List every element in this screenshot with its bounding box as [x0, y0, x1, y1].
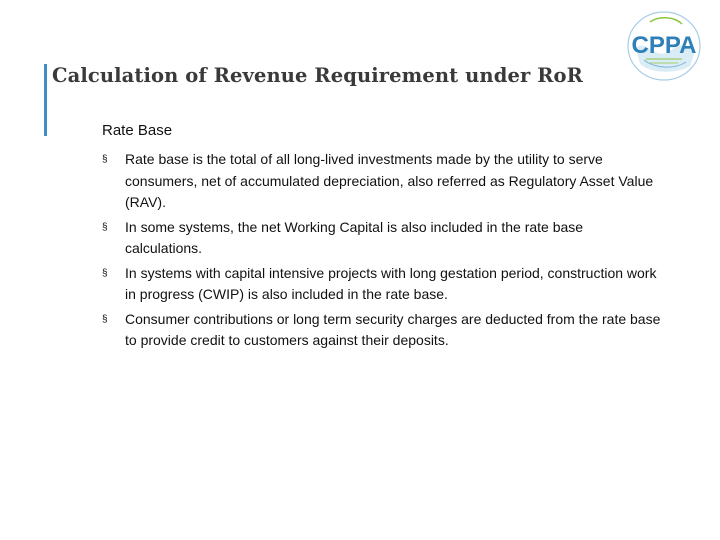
bullet-text: Consumer contributions or long term security charges are deducted from the rate base to provide credit to customers against their deposits. [125, 310, 661, 348]
bullet-text: Rate base is the total of all long-lived investments made by the utility to serve consumers, net of accumulated depreciation, also referred as Regulatory Asset Value (RAV). [125, 151, 654, 210]
bullet-text: In systems with capital intensive projects with long gestation period, construction work in progress (CWIP) is also included in the rate base. [125, 264, 657, 302]
bullet-square-icon: § [102, 221, 108, 233]
title-accent-bar [44, 64, 47, 136]
bullet-square-icon: § [102, 313, 108, 325]
cppa-logo [624, 8, 704, 84]
list-item [102, 149, 662, 214]
section-heading: Rate Base [102, 122, 173, 139]
bullet-text: In some systems, the net Working Capital is also included in the rate base calculations. [125, 218, 584, 256]
bullet-square-icon: § [102, 154, 108, 165]
slide-title: Calculation of Revenue Requirement under RoR [52, 64, 583, 87]
logo-wordmark: CPPA [631, 32, 697, 59]
bullet-list [102, 149, 662, 355]
bullet-square-icon: § [102, 267, 108, 279]
list-item [102, 217, 662, 260]
list-item [102, 263, 662, 306]
list-item [102, 309, 662, 352]
